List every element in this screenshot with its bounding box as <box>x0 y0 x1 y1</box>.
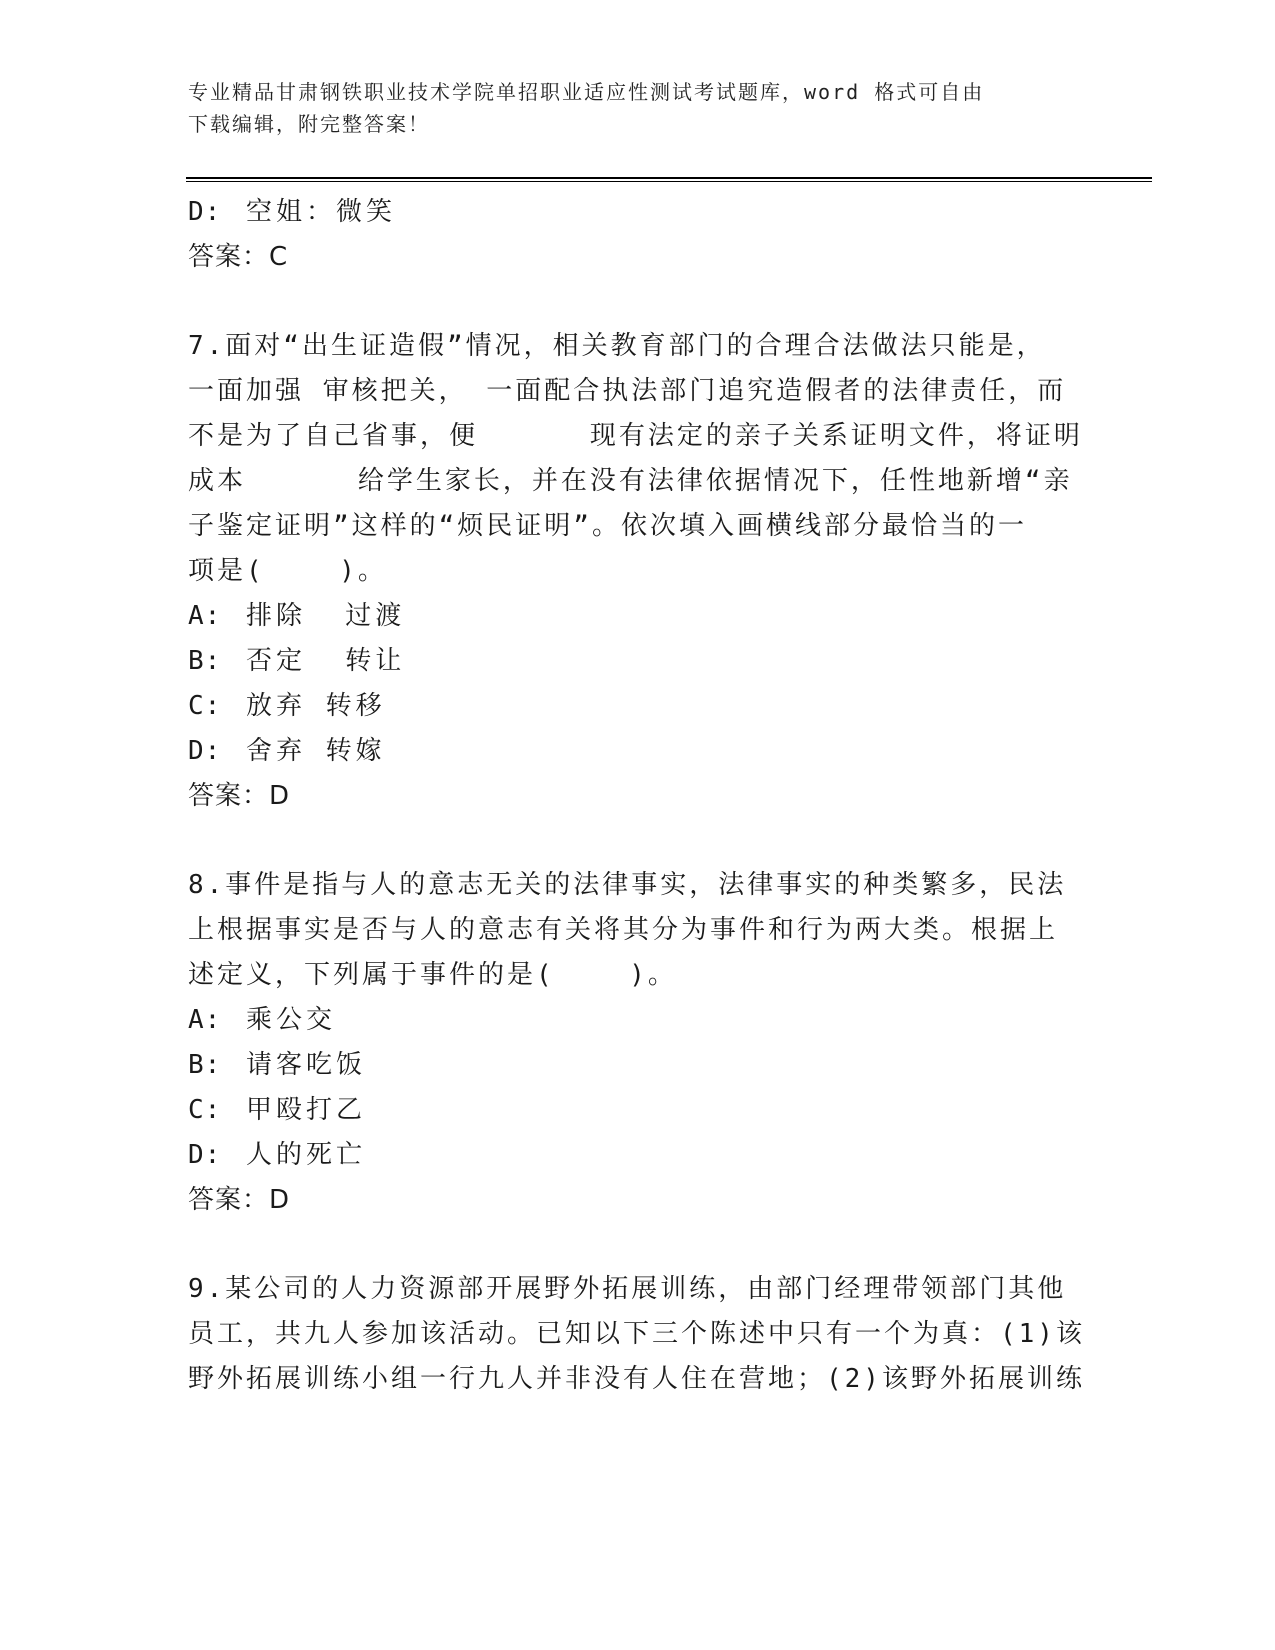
question-stem-line: 员工，共九人参加该活动。已知以下三个陈述中只有一个为真：(1)该 <box>188 1319 1085 1349</box>
option-text: 否定 转让 <box>246 646 406 676</box>
question-stem-line: 上根据事实是否与人的意志有关将其分为事件和行为两大类。根据上 <box>188 915 1059 945</box>
option-key: C: <box>188 1095 222 1125</box>
option-key: C: <box>188 691 222 721</box>
question-7 <box>188 324 1088 819</box>
question-stem-line: 项是( )。 <box>188 556 387 586</box>
option-text: 空姐：微笑 <box>246 197 397 227</box>
question-stem-line: 述定义，下列属于事件的是( )。 <box>188 960 677 990</box>
option-text: 排除 过渡 <box>246 601 406 631</box>
option-key: A: <box>188 601 222 631</box>
spacer <box>188 280 1088 324</box>
header-line-2: 下载编辑，附完整答案！ <box>188 112 430 136</box>
question-9 <box>188 1267 1088 1402</box>
option-key: A: <box>188 1005 222 1035</box>
prev-answer: 答案：C <box>188 242 289 272</box>
question-8 <box>188 863 1088 1223</box>
option-key: D: <box>188 1140 222 1170</box>
question-stem-line: 7.面对“出生证造假”情况，相关教育部门的合理合法做法只能是， <box>188 331 1046 361</box>
option-text: 乘公交 <box>246 1005 337 1035</box>
option-c <box>188 684 1088 729</box>
option-a <box>188 594 1088 639</box>
question-stem-line: 不是为了自己省事，便 现有法定的亲子关系证明文件，将证明 <box>188 421 1083 451</box>
option-a <box>188 998 1088 1043</box>
prev-option-d <box>188 190 1088 235</box>
header-rule-thin <box>186 181 1152 182</box>
option-text: 舍弃 转嫁 <box>246 736 386 766</box>
question-stem-line: 8.事件是指与人的意志无关的法律事实，法律事实的种类繁多，民法 <box>188 870 1067 900</box>
option-key: D: <box>188 197 222 227</box>
question-stem-line: 9.某公司的人力资源部开展野外拓展训练，由部门经理带领部门其他 <box>188 1274 1067 1304</box>
option-text: 放弃 转移 <box>246 691 386 721</box>
header-line-1: 专业精品甘肃钢铁职业技术学院单招职业适应性测试考试题库，word 格式可自由 <box>188 80 985 104</box>
option-text: 请客吃饭 <box>246 1050 367 1080</box>
spacer <box>188 1223 1088 1267</box>
question-stem-line: 子鉴定证明”这样的“烦民证明”。依次填入画横线部分最恰当的一 <box>188 511 1027 541</box>
question-stem-line: 野外拓展训练小组一行九人并非没有人住在营地；(2)该野外拓展训练 <box>188 1364 1085 1394</box>
answer: 答案：D <box>188 1185 291 1215</box>
page-header <box>188 76 1068 140</box>
spacer <box>188 819 1088 863</box>
option-b <box>188 1043 1088 1088</box>
option-key: B: <box>188 1050 222 1080</box>
option-d <box>188 729 1088 774</box>
header-rule-thick <box>186 177 1152 179</box>
question-stem-line: 一面加强 审核把关， 一面配合执法部门追究造假者的法律责任，而 <box>188 376 1067 406</box>
option-key: D: <box>188 736 222 766</box>
option-b <box>188 639 1088 684</box>
option-text: 人的死亡 <box>246 1140 367 1170</box>
document-body <box>188 190 1088 1402</box>
answer: 答案：D <box>188 781 291 811</box>
option-c <box>188 1088 1088 1133</box>
option-key: B: <box>188 646 222 676</box>
option-d <box>188 1133 1088 1178</box>
option-text: 甲殴打乙 <box>246 1095 367 1125</box>
question-stem-line: 成本 给学生家长，并在没有法律依据情况下，任性地新增“亲 <box>188 466 1073 496</box>
